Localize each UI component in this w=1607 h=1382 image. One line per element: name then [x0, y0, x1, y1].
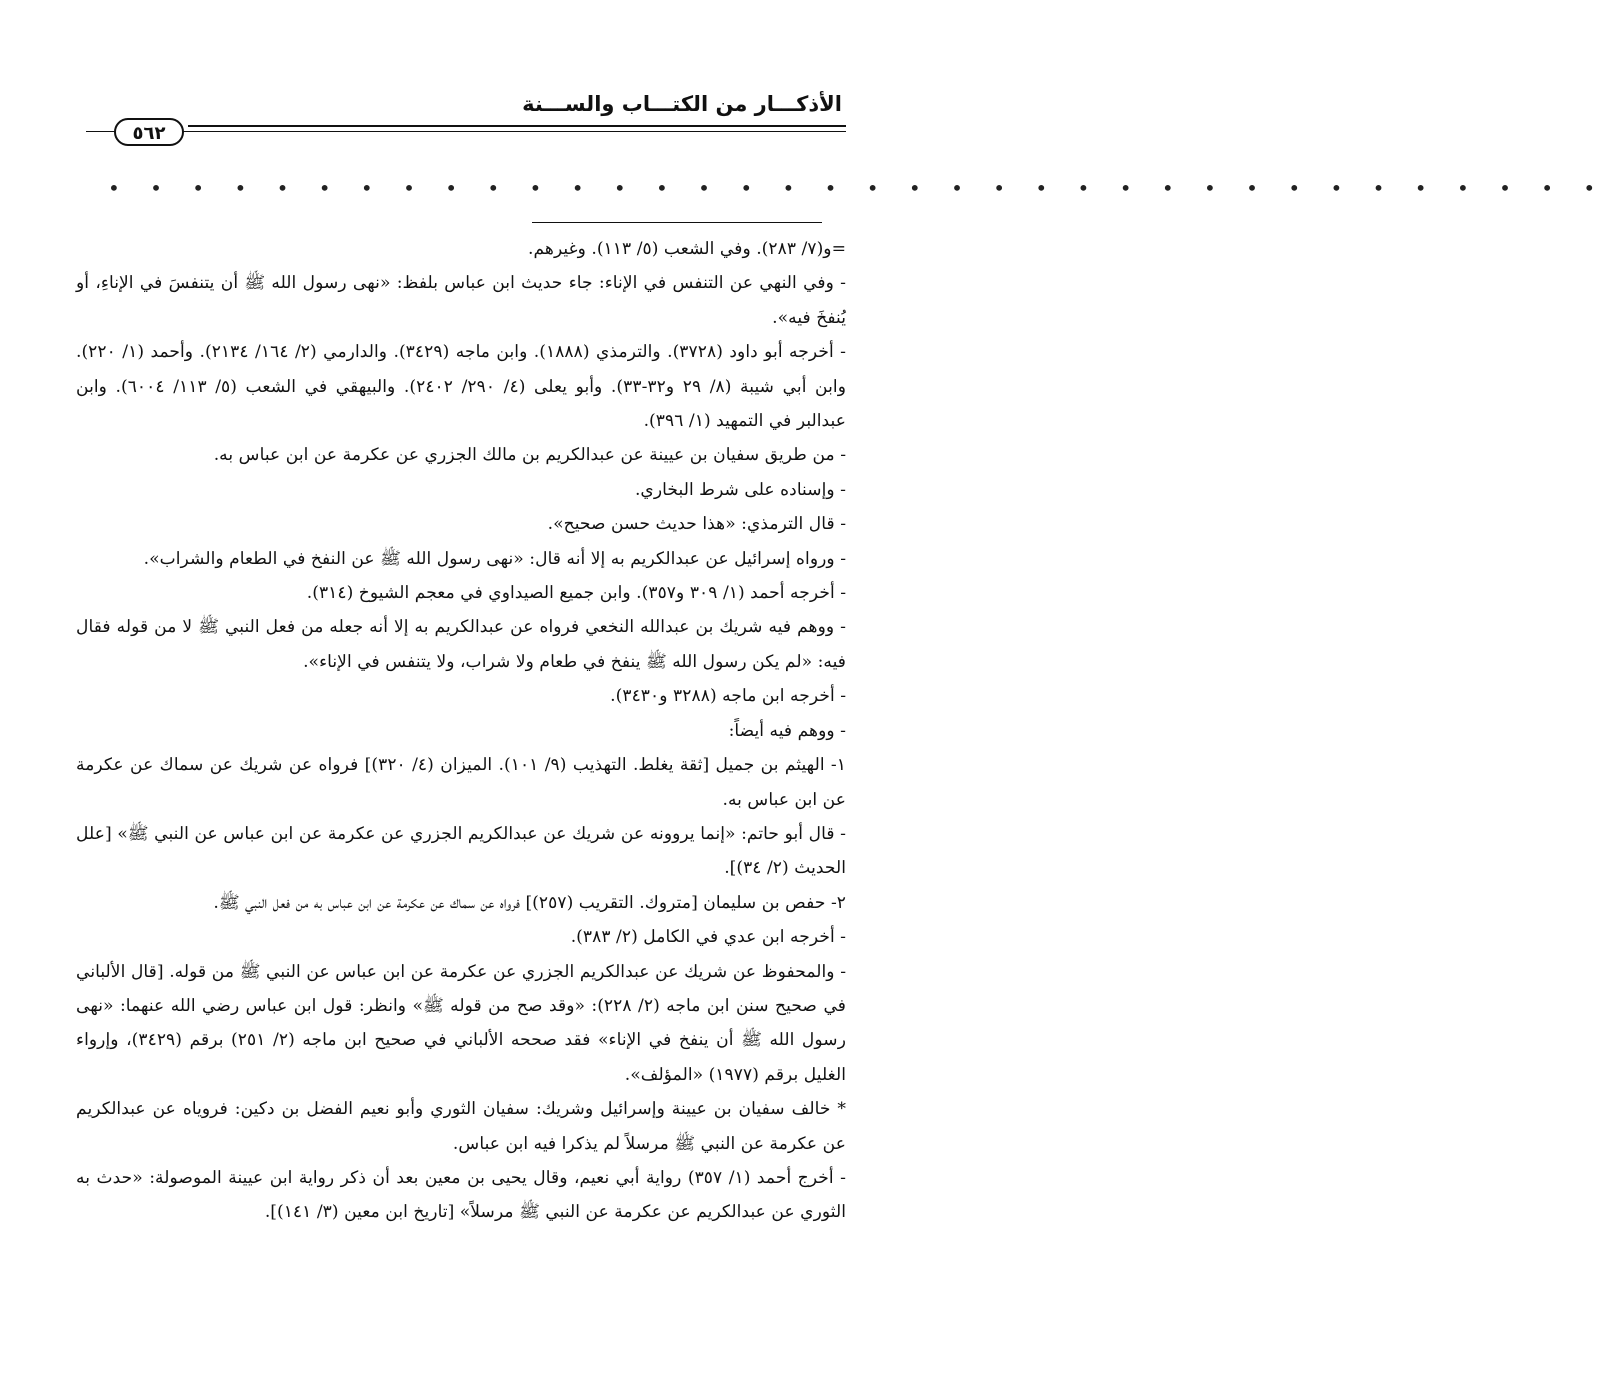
paragraph: ٢- حفص بن سليمان [متروك. التقريب (٢٥٧)] فرواه عن سماك عن عكرمة عن ابن عباس به من فعل النبي ﷺ.	[213, 892, 846, 913]
paragraph: =و(٧/ ٢٨٣). وفي الشعب (٥/ ١١٣). وغيرهم.	[527, 239, 846, 259]
running-title: الأذكـــار من الكتـــاب والســـنة	[522, 92, 842, 116]
page-number: ٥٦٢	[114, 118, 184, 146]
paragraph: - والمحفوظ عن شريك عن عبدالكريم الجزري عن عكرمة عن ابن عباس عن النبي ﷺ من قوله. [قال الألباني في صحيح سنن ابن ماجه (٢/ ٢٢٨): «وقد صح من قوله ﷺ» وانظر: قول ابن عباس رضي الله عنهما: «نهى رسول الله ﷺ أن ينفخ في الإناء» فقد صححه الألباني في صحيح ابن ماجه (٢/ ٢٥١) برقم (٣٤٢٩)، وإرواء الغليل برقم (١٩٧٧) «المؤلف».	[76, 961, 846, 1085]
dotted-separator: • • • • • • • • • • • • • • • • • • • • • • • • • • • • • • • • • • • •	[108, 176, 1607, 200]
paragraph: ١- الهيثم بن جميل [ثقة يغلط. التهذيب (٩/ ١٠١). الميزان (٤/ ٣٢٠)] فرواه عن شريك عن سماك عن عكرمة عن ابن عباس به.	[76, 755, 846, 810]
paragraph: - ورواه إسرائيل عن عبدالكريم به إلا أنه قال: «نهى رسول الله ﷺ عن النفخ في الطعام والشراب».	[143, 548, 846, 569]
paragraph: - قال الترمذي: «هذا حديث حسن صحيح».	[547, 514, 846, 535]
paragraph: - وإسناده على شرط البخاري.	[634, 479, 846, 500]
paragraph: - أخرجه ابن ماجه (٣٢٨٨ و٣٤٣٠).	[610, 686, 846, 707]
footnote-body	[76, 232, 846, 1230]
paragraph: - من طريق سفيان بن عيينة عن عبدالكريم بن مالك الجزري عن عكرمة عن ابن عباس به.	[213, 445, 846, 466]
page-header	[76, 88, 846, 146]
paragraph: - أخرجه أحمد (١/ ٣٠٩ و٣٥٧). وابن جميع الصيداوي في معجم الشيوخ (٣١٤).	[306, 583, 846, 604]
header-rule-thin	[86, 131, 846, 132]
header-rule-thick	[188, 125, 846, 127]
paragraph: * خالف سفيان بن عيينة وإسرائيل وشريك: سفيان الثوري وأبو نعيم الفضل بن دكين: فروياه عن عبدالكريم عن عكرمة عن النبي ﷺ مرسلاً لم يذكرا فيه ابن عباس.	[76, 1099, 846, 1154]
paragraph: - أخرجه أبو داود (٣٧٢٨). والترمذي (١٨٨٨). وابن ماجه (٣٤٢٩). والدارمي (٢/ ١٦٤/ ٢١٣٤). وأحمد (١/ ٢٢٠). وابن أبي شيبة (٨/ ٢٩ و٣٢-٣٣). وأبو يعلى (٤/ ٢٩٠/ ٢٤٠٢). والبيهقي في الشعب (٥/ ١١٣/ ٦٠٠٤). وابن عبدالبر في التمهيد (١/ ٣٩٦).	[76, 342, 846, 432]
paragraph: - ووهم فيه أيضاً:	[728, 720, 846, 741]
paragraph: - قال أبو حاتم: «إنما يروونه عن شريك عن عبدالكريم الجزري عن عكرمة عن ابن عباس عن النبي ﷺ» [علل الحديث (٢/ ٣٤)].	[76, 823, 846, 879]
paragraph: - أخرجه ابن عدي في الكامل (٢/ ٣٨٣).	[570, 927, 846, 948]
paragraph: - أخرج أحمد (١/ ٣٥٧) رواية أبي نعيم، وقال يحيى بن معين بعد أن ذكر رواية ابن عيينة الموصولة: «حدث به الثوري عن عبدالكريم عن عكرمة عن النبي ﷺ مرسلاً» [تاريخ ابن معين (٣/ ١٤١)].	[76, 1167, 846, 1223]
footnote-rule	[532, 222, 822, 223]
paragraph: - وفي النهي عن التنفس في الإناء: جاء حديث ابن عباس بلفظ: «نهى رسول الله ﷺ أن يتنفسَ في الإناءِ، أو يُنفخَ فيه».	[76, 273, 846, 328]
paragraph: - ووهم فيه شريك بن عبدالله النخعي فرواه عن عبدالكريم به إلا أنه جعله من فعل النبي ﷺ لا من قوله فقال فيه: «لم يكن رسول الله ﷺ ينفخ في طعام ولا شراب، ولا يتنفس في الإناء».	[76, 617, 846, 672]
